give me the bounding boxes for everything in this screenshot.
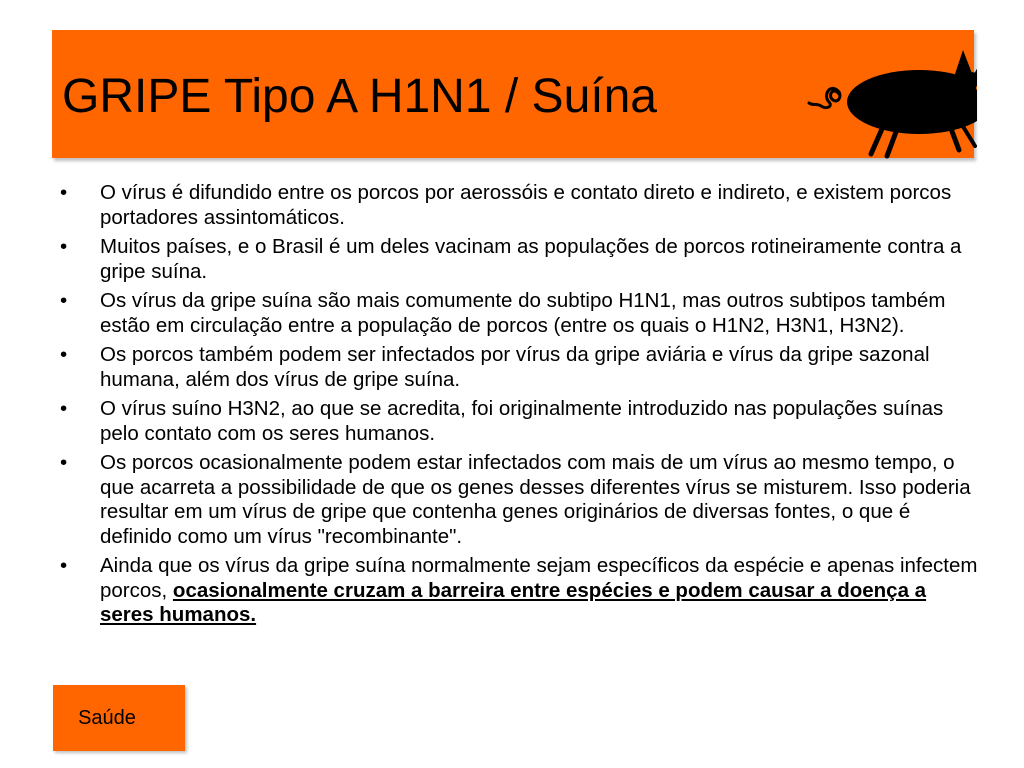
bullet-list	[60, 181, 980, 633]
list-item	[60, 289, 980, 338]
slide-title: GRIPE Tipo A H1N1 / Suína	[62, 70, 657, 123]
footer-badge	[53, 685, 185, 751]
bullet-marker: •	[60, 181, 68, 204]
bullet-marker: •	[60, 343, 68, 366]
list-item	[60, 235, 980, 284]
list-item	[60, 554, 980, 628]
bullet-text: Os porcos também podem ser infectados por vírus da gripe aviária e vírus da gripe sazonal humana, além dos vírus de gripe suína.	[100, 343, 930, 391]
bullet-marker: •	[60, 554, 68, 577]
title-bar	[52, 30, 974, 158]
list-item	[60, 181, 980, 230]
bullet-marker: •	[60, 235, 68, 258]
bullet-marker: •	[60, 451, 68, 474]
pig-icon	[787, 50, 977, 160]
bullet-marker: •	[60, 289, 68, 312]
list-item	[60, 397, 980, 446]
list-item	[60, 343, 980, 392]
bullet-text: Muitos países, e o Brasil é um deles vacinam as populações de porcos rotineiramente contra a gripe suína.	[100, 235, 962, 283]
bullet-text: Ainda que os vírus da gripe suína normalmente sejam específicos da espécie e apenas infectem porcos,	[100, 554, 978, 602]
footer-label: Saúde	[78, 706, 136, 729]
emphasized-text: ocasionalmente cruzam a barreira entre espécies e podem causar a doença a seres humanos.	[100, 578, 927, 626]
bullet-text: Os vírus da gripe suína são mais comumente do subtipo H1N1, mas outros subtipos também estão em circulação entre a população de porcos (entre os quais o H1N2, H3N1, H3N2).	[100, 289, 946, 337]
bullet-text: Os porcos ocasionalmente podem estar infectados com mais de um vírus ao mesmo tempo, o que acarreta a possibilidade de que os genes desses diferentes vírus se misturem. Isso poderia resultar em um vírus de gripe que contenha genes originários de diversas fontes, o que é definido como um vírus "recombinante".	[100, 451, 971, 548]
bullet-text: O vírus é difundido entre os porcos por aerossóis e contato direto e indireto, e existem porcos portadores assintomáticos.	[100, 181, 952, 229]
bullet-text: O vírus suíno H3N2, ao que se acredita, foi originalmente introduzido nas populações suínas pelo contato com os seres humanos.	[100, 397, 944, 445]
bullet-marker: •	[60, 397, 68, 420]
list-item	[60, 451, 980, 549]
